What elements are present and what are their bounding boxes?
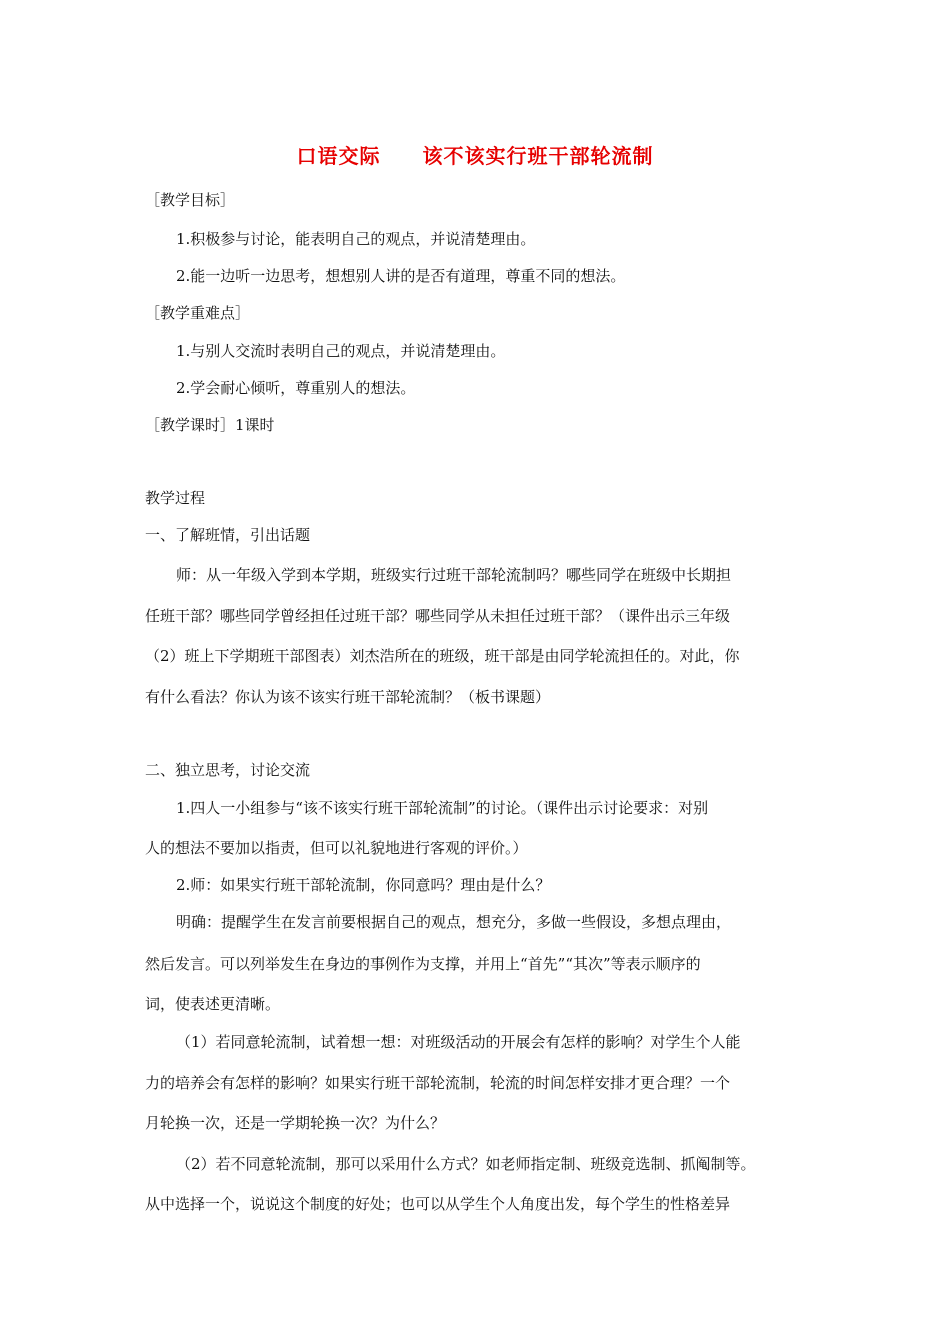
sub-point-1-line: （1）若同意轮流制，试着想一想：对班级活动的开展会有怎样的影响？对学生个人能 bbox=[176, 1033, 741, 1051]
section-1-line: 有什么看法？你认为该不该实行班干部轮流制？（板书课题） bbox=[145, 688, 551, 706]
section-2-heading: 二、独立思考，讨论交流 bbox=[145, 761, 311, 779]
objective-item: 2.能一边听一边思考，想想别人讲的是否有道理，尊重不同的想法。 bbox=[176, 267, 626, 285]
section-2-item2: 2.师：如果实行班干部轮流制，你同意吗？理由是什么？ bbox=[176, 876, 551, 894]
key-point-item: 1.与别人交流时表明自己的观点，并说清楚理由。 bbox=[176, 342, 506, 360]
sub-point-1-line: 月轮换一次，还是一学期轮换一次？为什么？ bbox=[145, 1114, 446, 1132]
key-point-item: 2.学会耐心倾听，尊重别人的想法。 bbox=[176, 379, 416, 397]
sub-point-1-line: 力的培养会有怎样的影响？如果实行班干部轮流制，轮流的时间怎样安排才更合理？一个 bbox=[145, 1074, 731, 1092]
sub-point-2-line: 从中选择一个，说说这个制度的好处；也可以从学生个人角度出发，每个学生的性格差异 bbox=[145, 1195, 731, 1213]
key-points-heading: ［教学重难点］ bbox=[145, 304, 251, 322]
clarify-line: 明确：提醒学生在发言前要根据自己的观点，想充分，多做一些假设，多想点理由， bbox=[176, 913, 732, 931]
clarify-line: 然后发言。可以列举发生在身边的事例作为支撑，并用上“首先”“其次”等表示顺序的 bbox=[145, 955, 701, 973]
section-2-item1-line: 1.四人一小组参与“该不该实行班干部轮流制”的讨论。（课件出示讨论要求：对别 bbox=[176, 799, 709, 817]
section-1-heading: 一、了解班情，引出话题 bbox=[145, 526, 311, 544]
section-2-item1-line: 人的想法不要加以指责，但可以礼貌地进行客观的评价。） bbox=[145, 839, 528, 857]
objectives-heading: ［教学目标］ bbox=[145, 191, 236, 209]
section-1-line: 任班干部？哪些同学曾经担任过班干部？哪些同学从未担任过班干部？（课件出示三年级 bbox=[145, 607, 731, 625]
clarify-line: 词，使表述更清晰。 bbox=[145, 995, 281, 1013]
sub-point-2-line: （2）若不同意轮流制，那可以采用什么方式？如老师指定制、班级竞选制、抓阄制等。 bbox=[176, 1155, 756, 1173]
process-heading: 教学过程 bbox=[145, 489, 206, 507]
document-title: 口语交际 该不该实行班干部轮流制 bbox=[296, 144, 654, 168]
section-1-line: （2）班上下学期班干部图表）刘杰浩所在的班级，班干部是由同学轮流担任的。对此，你 bbox=[145, 647, 740, 665]
class-hours: ［教学课时］1课时 bbox=[145, 416, 275, 434]
objective-item: 1.积极参与讨论，能表明自己的观点，并说清楚理由。 bbox=[176, 230, 536, 248]
section-1-line: 师：从一年级入学到本学期，班级实行过班干部轮流制吗？哪些同学在班级中长期担 bbox=[176, 566, 732, 584]
